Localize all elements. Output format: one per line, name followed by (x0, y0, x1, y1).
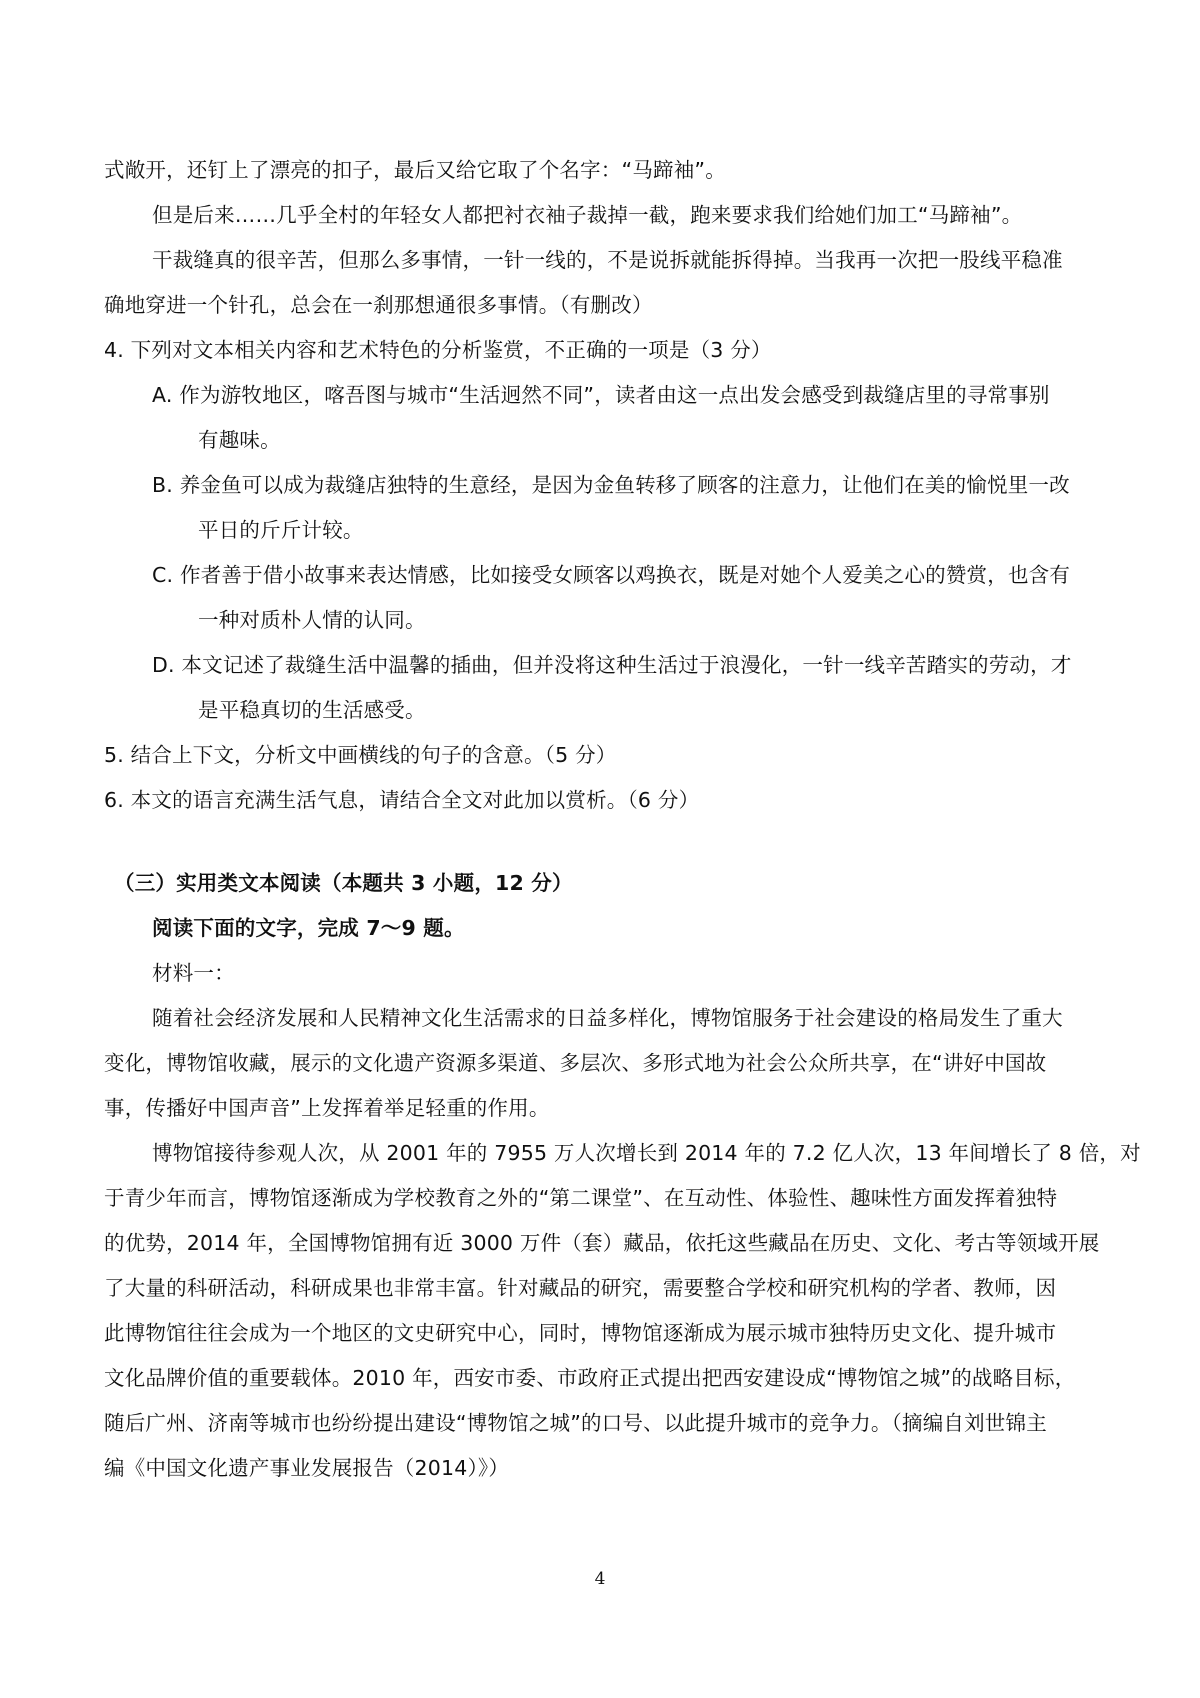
material-1-para2-line-2: 于青少年而言，博物馆逐渐成为学校教育之外的“第二课堂”、在互动性、体验性、趣味性方面发挥着独特 (104, 1186, 1058, 1210)
material-1-label: 材料一： (152, 961, 235, 985)
material-1-para2-line-1: 博物馆接待参观人次，从 2001 年的 7955 万人次增长到 2014 年的 7.2 亿人次，13 年间增长了 8 倍，对 (152, 1141, 1141, 1165)
material-1-para1-line-2: 变化，博物馆收藏，展示的文化遗产资源多渠道、多层次、多形式地为社会公众所共享，在“讲好中国故 (104, 1051, 1047, 1075)
material-1-para2-line-3: 的优势，2014 年，全国博物馆拥有近 3000 万件（套）藏品，依托这些藏品在历史、文化、考古等领域开展 (104, 1231, 1100, 1255)
question-4-option-b: B. 养金鱼可以成为裁缝店独特的生意经，是因为金鱼转移了顾客的注意力，让他们在美的愉悦里一改 (152, 473, 1070, 497)
question-4-option-c: C. 作者善于借小故事来表达情感，比如接受女顾客以鸡换衣，既是对她个人爱美之心的赞赏，也含有 (152, 563, 1071, 587)
question-4-option-c-cont: 一种对质朴人情的认同。 (198, 608, 426, 632)
passage-line-3: 干裁缝真的很辛苦，但那么多事情，一针一线的，不是说拆就能拆得掉。当我再一次把一股线平稳准 (152, 248, 1063, 272)
section-3-instruction: 阅读下面的文字，完成 7～9 题。 (152, 916, 465, 940)
question-5: 5. 结合上下文，分析文中画横线的句子的含意。（5 分） (104, 743, 617, 767)
question-4-option-d: D. 本文记述了裁缝生活中温馨的插曲，但并没将这种生活过于浪漫化，一针一线辛苦踏实的劳动，才 (152, 653, 1072, 677)
section-3-heading: （三）实用类文本阅读（本题共 3 小题，12 分） (114, 871, 573, 895)
question-4-option-a-cont: 有趣味。 (198, 428, 281, 452)
question-4-option-d-cont: 是平稳真切的生活感受。 (198, 698, 426, 722)
material-1-para2-line-4: 了大量的科研活动，科研成果也非常丰富。针对藏品的研究，需要整合学校和研究机构的学者、教师，因 (104, 1276, 1057, 1300)
question-4-option-a: A. 作为游牧地区，喀吾图与城市“生活迥然不同”，读者由这一点出发会感受到裁缝店里的寻常事别 (152, 383, 1050, 407)
material-1-para2-line-6: 文化品牌价值的重要载体。2010 年，西安市委、市政府正式提出把西安建设成“博物馆之城”的战略目标， (104, 1366, 1076, 1390)
passage-line-1: 式敞开，还钉上了漂亮的扣子，最后又给它取了个名字：“马蹄袖”。 (104, 158, 726, 182)
material-1-para1-line-1: 随着社会经济发展和人民精神文化生活需求的日益多样化，博物馆服务于社会建设的格局发生了重大 (152, 1006, 1063, 1030)
passage-line-2: 但是后来……几乎全村的年轻女人都把衬衣袖子裁掉一截，跑来要求我们给她们加工“马蹄袖”。 (152, 203, 1023, 227)
page-number: 4 (594, 1569, 606, 1589)
material-1-para1-line-3: 事，传播好中国声音”上发挥着举足轻重的作用。 (104, 1096, 550, 1120)
question-4-stem: 4. 下列对文本相关内容和艺术特色的分析鉴赏，不正确的一项是（3 分） (104, 338, 772, 362)
material-1-para2-line-8: 编《中国文化遗产事业发展报告（2014）》） (104, 1456, 510, 1480)
material-1-para2-line-5: 此博物馆往往会成为一个地区的文史研究中心，同时，博物馆逐渐成为展示城市独特历史文化、提升城市 (104, 1321, 1057, 1345)
passage-line-4: 确地穿进一个针孔，总会在一刹那想通很多事情。（有删改） (104, 293, 653, 317)
question-6: 6. 本文的语言充满生活气息，请结合全文对此加以赏析。（6 分） (104, 788, 700, 812)
material-1-para2-line-7: 随后广州、济南等城市也纷纷提出建设“博物馆之城”的口号、以此提升城市的竞争力。（摘编自刘世锦主 (104, 1411, 1047, 1435)
question-4-option-b-cont: 平日的斤斤计较。 (198, 518, 364, 542)
